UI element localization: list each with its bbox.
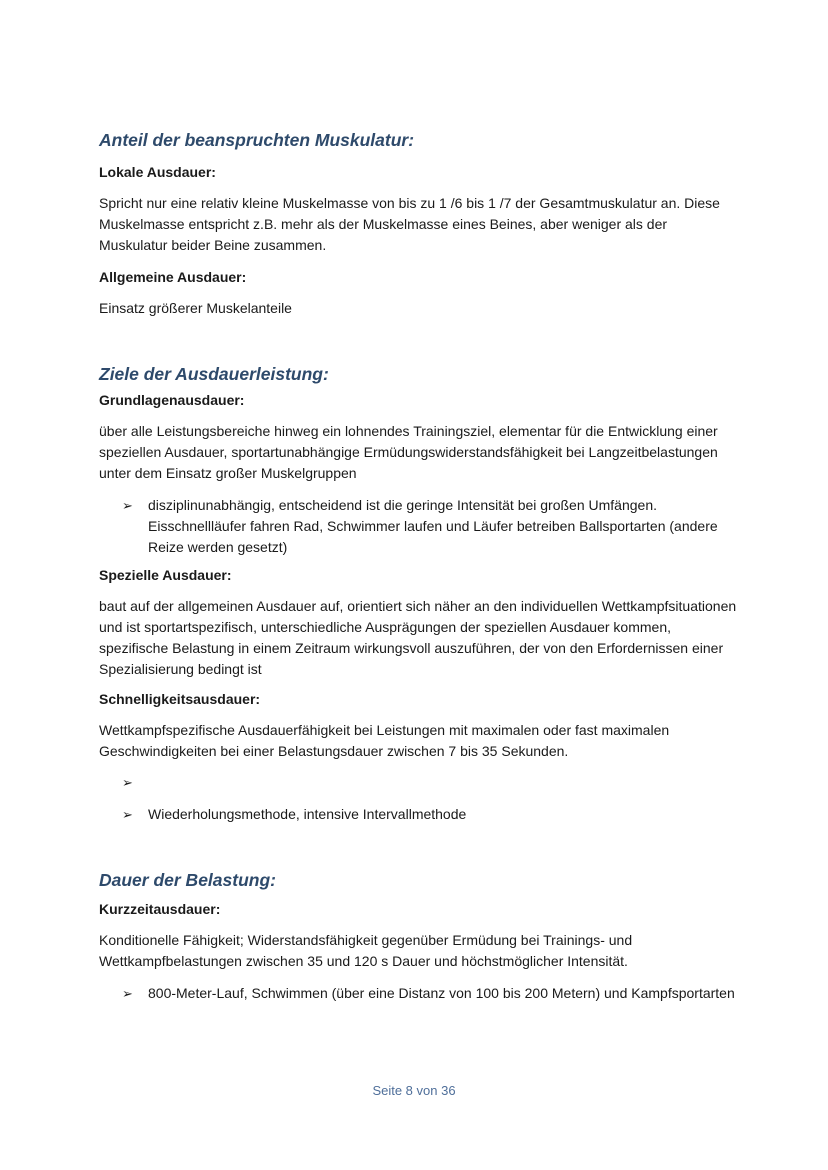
paragraph-schnelligkeitsausdauer: Wettkampfspezifische Ausdauerfähigkeit bei Leistungen mit maximalen oder fast maximalen Geschwindigkeiten bei einer Belastungsdauer zwischen 7 bis 35 Sekunden. [99, 722, 670, 759]
subheading-lokale-ausdauer: Lokale Ausdauer: [99, 164, 216, 180]
subheading-grundlagenausdauer: Grundlagenausdauer: [99, 392, 245, 408]
arrow-bullet-icon: ➢ [122, 986, 133, 1001]
list-item-text: disziplinunabhängig, entscheidend ist die geringe Intensität bei großen Umfängen. Eisschnellläufer fahren Rad, Schwimmer laufen und Läufer betreiben Ballsportarten (andere Reize werden gesetzt) [148, 497, 718, 555]
subheading-allgemeine-ausdauer: Allgemeine Ausdauer: [99, 269, 247, 285]
subheading-spezielle-ausdauer: Spezielle Ausdauer: [99, 567, 232, 583]
list-item [99, 495, 739, 558]
section-heading-ziele: Ziele der Ausdauerleistung: [99, 364, 329, 384]
arrow-bullet-icon: ➢ [122, 775, 133, 790]
arrow-bullet-icon: ➢ [122, 498, 133, 513]
bullet-list-grundlagenausdauer [99, 495, 739, 558]
subheading-schnelligkeitsausdauer: Schnelligkeitsausdauer: [99, 691, 261, 707]
bullet-list-schnelligkeitsausdauer [99, 772, 739, 825]
paragraph-allgemeine-ausdauer: Einsatz größerer Muskelanteile [99, 300, 292, 316]
list-item-text: 800-Meter-Lauf, Schwimmen (über eine Distanz von 100 bis 200 Metern) und Kampfsportarten [148, 985, 735, 1001]
bullet-list-kurzzeitausdauer [99, 983, 739, 1004]
section-heading-dauer: Dauer der Belastung: [99, 870, 276, 890]
paragraph-kurzzeitausdauer: Konditionelle Fähigkeit; Widerstandsfähigkeit gegenüber Ermüdung bei Trainings- und Wettkampfbelastungen zwischen 35 und 120 s Dauer und höchstmöglicher Intensität. [99, 932, 633, 969]
section-heading-muskulatur: Anteil der beanspruchten Muskulatur: [99, 130, 415, 150]
paragraph-spezielle-ausdauer: baut auf der allgemeinen Ausdauer auf, orientiert sich näher an den individuellen Wettkampfsituationen und ist sportartspezifisch, unterschiedliche Ausprägungen der speziellen Ausdauer kommen, spezifische Belastung in einem Zeitraum wirkungsvoll auszuführen, der von den Erfordernissen einer Spezialisierung bedingt ist [99, 598, 737, 677]
list-item [99, 804, 739, 825]
subheading-kurzzeitausdauer: Kurzzeitausdauer: [99, 901, 221, 917]
list-item-text: Wiederholungsmethode, intensive Intervallmethode [148, 806, 467, 822]
page-footer: Seite 8 von 36 [372, 1083, 456, 1098]
page-content [99, 128, 739, 1004]
list-item [99, 772, 739, 793]
list-item [99, 983, 739, 1004]
paragraph-lokale-ausdauer: Spricht nur eine relativ kleine Muskelmasse von bis zu 1 /6 bis 1 /7 der Gesamtmuskulatur an. Diese Muskelmasse entspricht z.B. mehr als der Muskelmasse eines Beines, aber weniger als der Muskulatur beider Beine zusammen. [99, 195, 720, 253]
arrow-bullet-icon: ➢ [122, 807, 133, 822]
paragraph-grundlagenausdauer: über alle Leistungsbereiche hinweg ein lohnendes Trainingsziel, elementar für die Entwicklung einer speziellen Ausdauer, sportartunabhängige Ermüdungswiderstandsfähigkeit bei Langzeitbelastungen unter dem Einsatz großer Muskelgruppen [99, 423, 718, 481]
